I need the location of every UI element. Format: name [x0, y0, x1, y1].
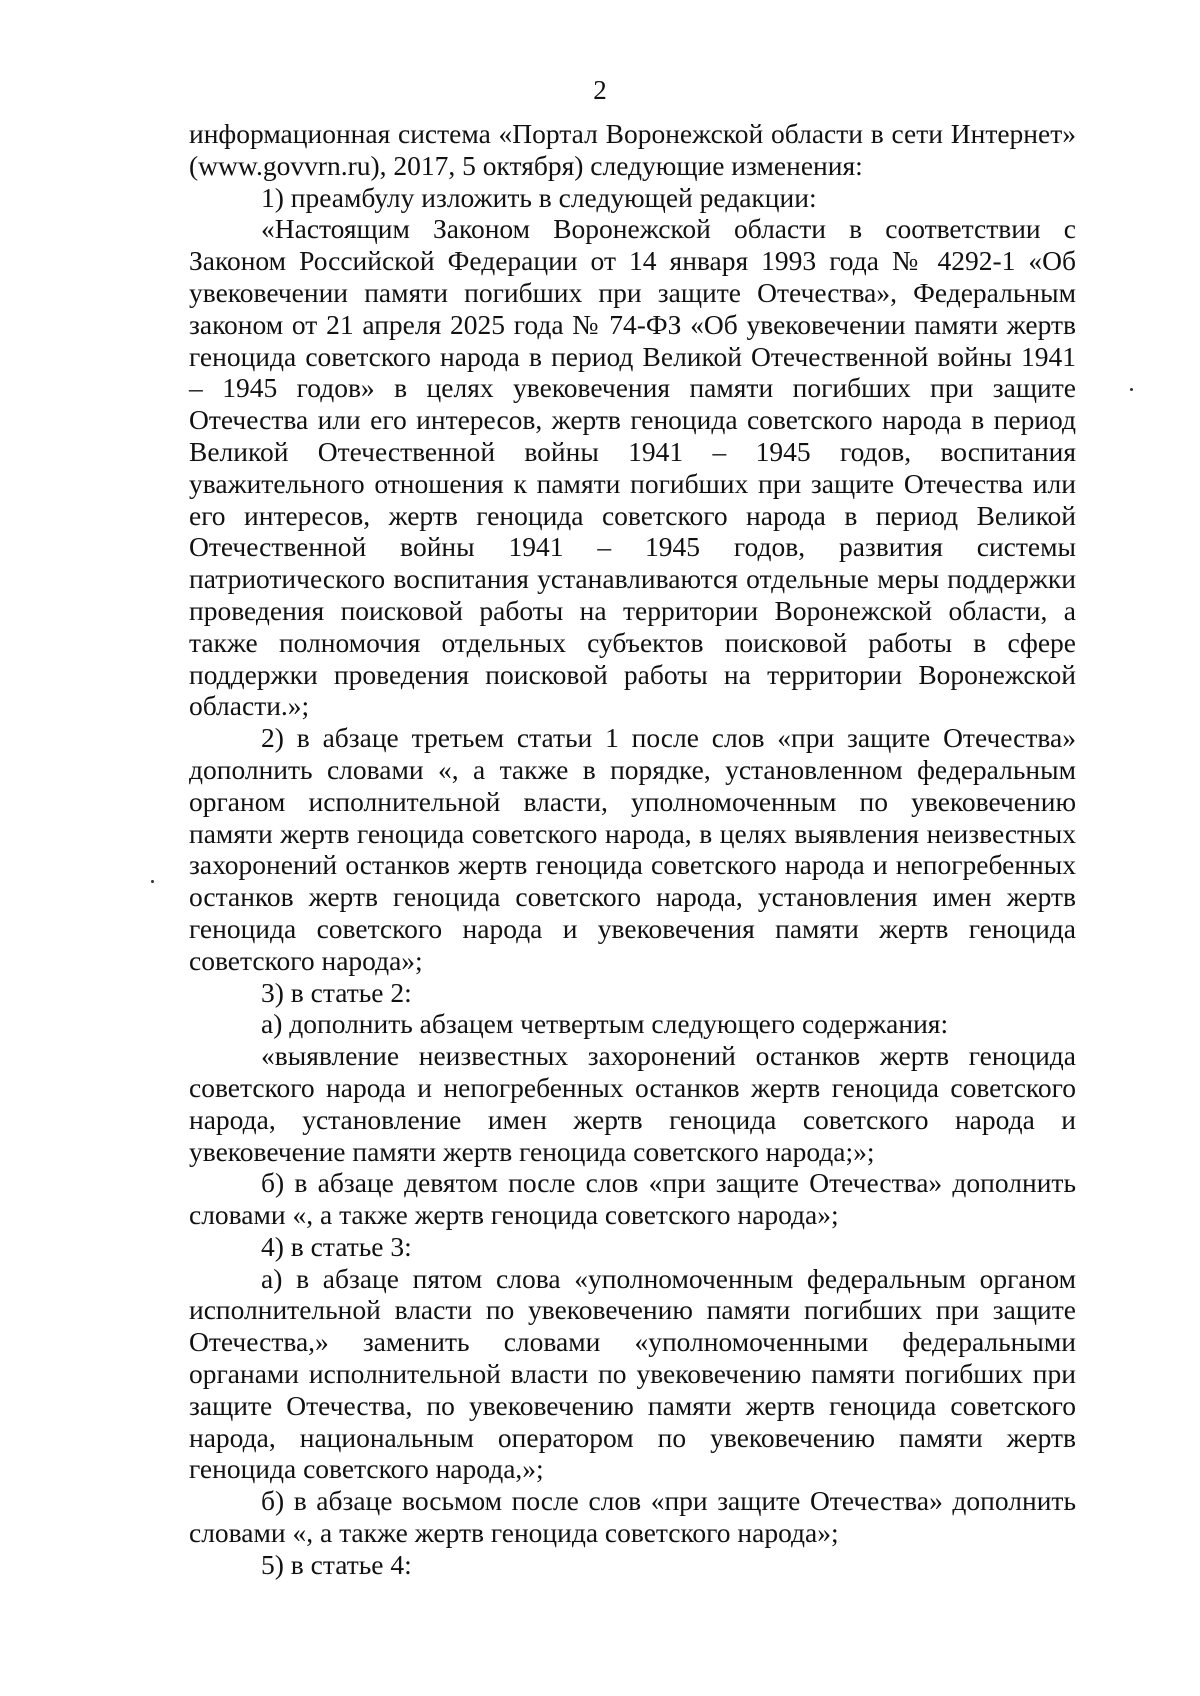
- item-3a-paragraph: а) дополнить абзацем четвертым следующего содержания:: [261, 1008, 949, 1040]
- item-3b-paragraph: б) в абзаце девятом после слов «при защите Отечества» дополнить словами «, а также жертв геноцида советского народа»;: [189, 1167, 1076, 1231]
- intro-paragraph: информационная система «Портал Воронежской области в сети Интернет» (www.govvrn.ru), 2017, 5 октября) следующие изменения:: [189, 118, 1076, 181]
- item-3-heading: 3) в статье 2:: [261, 976, 412, 1008]
- preamble-text: «Настоящим Законом Воронежской области в соответствии с Законом Российской Федерации от 14 января 1993 года № 4292-1 «Об увековечении памяти погибших при защите Отечества», Федеральным законом от 21 апреля 2025 года № 74-ФЗ «Об увековечении памяти жертв геноцида советского народа в период Великой Отечественной войны 1941 – 1945 годов» в целях увековечения памяти погибших при защите Отечества или его интересов, жертв геноцида советского народа в период Великой Отечественной войны 1941 – 1945 годов, воспитания уважительного отношения к памяти погибших при защите Отечества или его интересов, жертв геноцида советского народа в период Великой Отечественной войны 1941 – 1945 годов, развития системы патриотического воспитания устанавливаются отдельные меры поддержки проведения поисковой работы на территории Воронежской области, а также полномочия отдельных субъектов поисковой работы в сфере поддержки проведения поисковой работы на территории Воронежской области.»;: [189, 213, 1076, 722]
- scan-speck: [1130, 388, 1133, 391]
- scan-speck: [151, 880, 154, 883]
- item-1-heading: 1) преамбулу изложить в следующей редакции:: [261, 181, 817, 213]
- item-4b-paragraph: б) в абзаце восьмом после слов «при защите Отечества» дополнить словами «, а также жертв геноцида советского народа»;: [189, 1485, 1076, 1549]
- document-body: [189, 118, 1076, 1581]
- item-4-heading: 4) в статье 3:: [261, 1230, 412, 1262]
- page-number: 2: [593, 75, 607, 105]
- item-4a-paragraph: а) в абзаце пятом слова «уполномоченным федеральным органом исполнительной власти по увековечению памяти погибших при защите Отечества,» заменить словами «уполномоченными федеральными органами исполнительной власти по увековечению памяти погибших при защите Отечества, по увековечению памяти жертв геноцида советского народа, национальным оператором по увековечению памяти жертв геноцида советского народа,»;: [189, 1262, 1076, 1485]
- item-3a-quote: «выявление неизвестных захоронений останков жертв геноцида советского народа и непогребенных останков жертв геноцида советского народа, установление имен жертв геноцида советского народа и увековечение памяти жертв геноцида советского народа;»;: [189, 1040, 1076, 1167]
- item-2-paragraph: 2) в абзаце третьем статьи 1 после слов «при защите Отечества» дополнить словами «, а также в порядке, установленном федеральным органом исполнительной власти, уполномоченным по увековечению памяти жертв геноцида советского народа, в целях выявления неизвестных захоронений останков жертв геноцида советского народа и непогребенных останков жертв геноцида советского народа, установления имен жертв геноцида советского народа и увековечения памяти жертв геноцида советского народа»;: [189, 722, 1076, 976]
- item-5-heading: 5) в статье 4:: [261, 1548, 412, 1580]
